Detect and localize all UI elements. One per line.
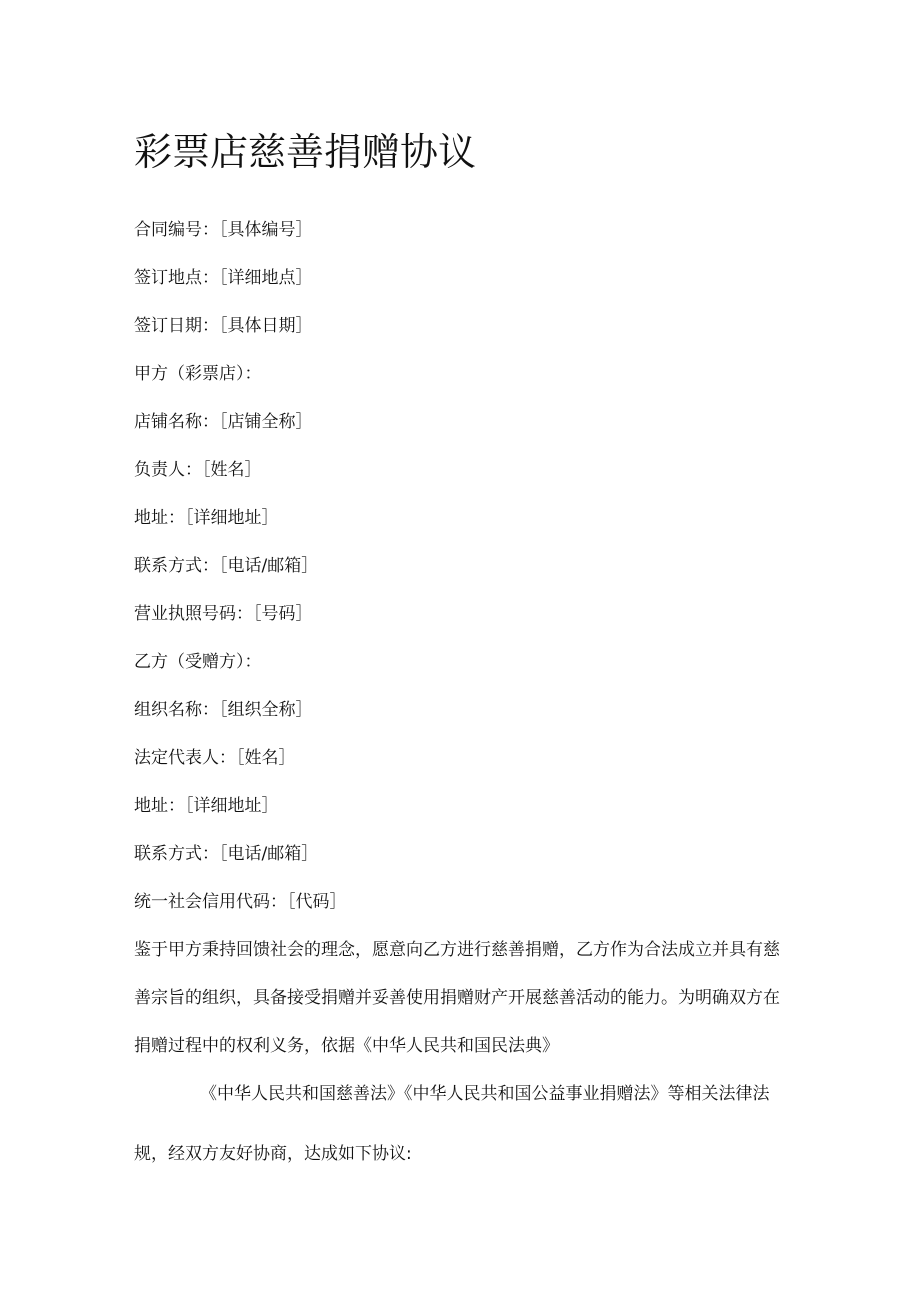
preamble-line: 《中华人民共和国慈善法》《中华人民共和国公益事业捐赠法》等相关法律法 bbox=[200, 1084, 770, 1104]
party-b-contact-field: 联系方式：［电话/邮箱］ bbox=[134, 844, 319, 864]
party-b-organization-name-field: 组织名称：［组织全称］ bbox=[134, 700, 313, 720]
party-a-shop-name-field: 店铺名称：［店铺全称］ bbox=[134, 412, 313, 432]
party-a-address-field: 地址：［详细地址］ bbox=[134, 508, 279, 528]
party-b-legal-representative-field: 法定代表人：［姓名］ bbox=[134, 748, 296, 768]
contract-number-field: 合同编号：［具体编号］ bbox=[134, 220, 313, 240]
signing-place-field: 签订地点：［详细地点］ bbox=[134, 268, 313, 288]
party-a-contact-field: 联系方式：［电话/邮箱］ bbox=[134, 556, 319, 576]
party-a-license-number-field: 营业执照号码：［号码］ bbox=[134, 604, 313, 624]
preamble-line: 善宗旨的组织，具备接受捐赠并妥善使用捐赠财产开展慈善活动的能力。为明确双方在 bbox=[134, 988, 780, 1008]
preamble-line: 捐赠过程中的权利义务，依据《中华人民共和国民法典》 bbox=[134, 1036, 559, 1056]
party-b-address-field: 地址：［详细地址］ bbox=[134, 796, 279, 816]
party-b-heading: 乙方（受赠方）： bbox=[134, 652, 262, 672]
party-a-heading: 甲方（彩票店）： bbox=[134, 364, 262, 384]
party-a-person-in-charge-field: 负责人：［姓名］ bbox=[134, 460, 262, 480]
preamble-line: 规，经双方友好协商，达成如下协议: bbox=[134, 1144, 412, 1164]
preamble-line: 鉴于甲方秉持回馈社会的理念，愿意向乙方进行慈善捐赠，乙方作为合法成立并具有慈 bbox=[134, 940, 780, 960]
party-b-credit-code-field: 统一社会信用代码：［代码］ bbox=[134, 892, 347, 912]
signing-date-field: 签订日期：［具体日期］ bbox=[134, 316, 313, 336]
document-title: 彩票店慈善捐赠协议 bbox=[134, 130, 477, 174]
